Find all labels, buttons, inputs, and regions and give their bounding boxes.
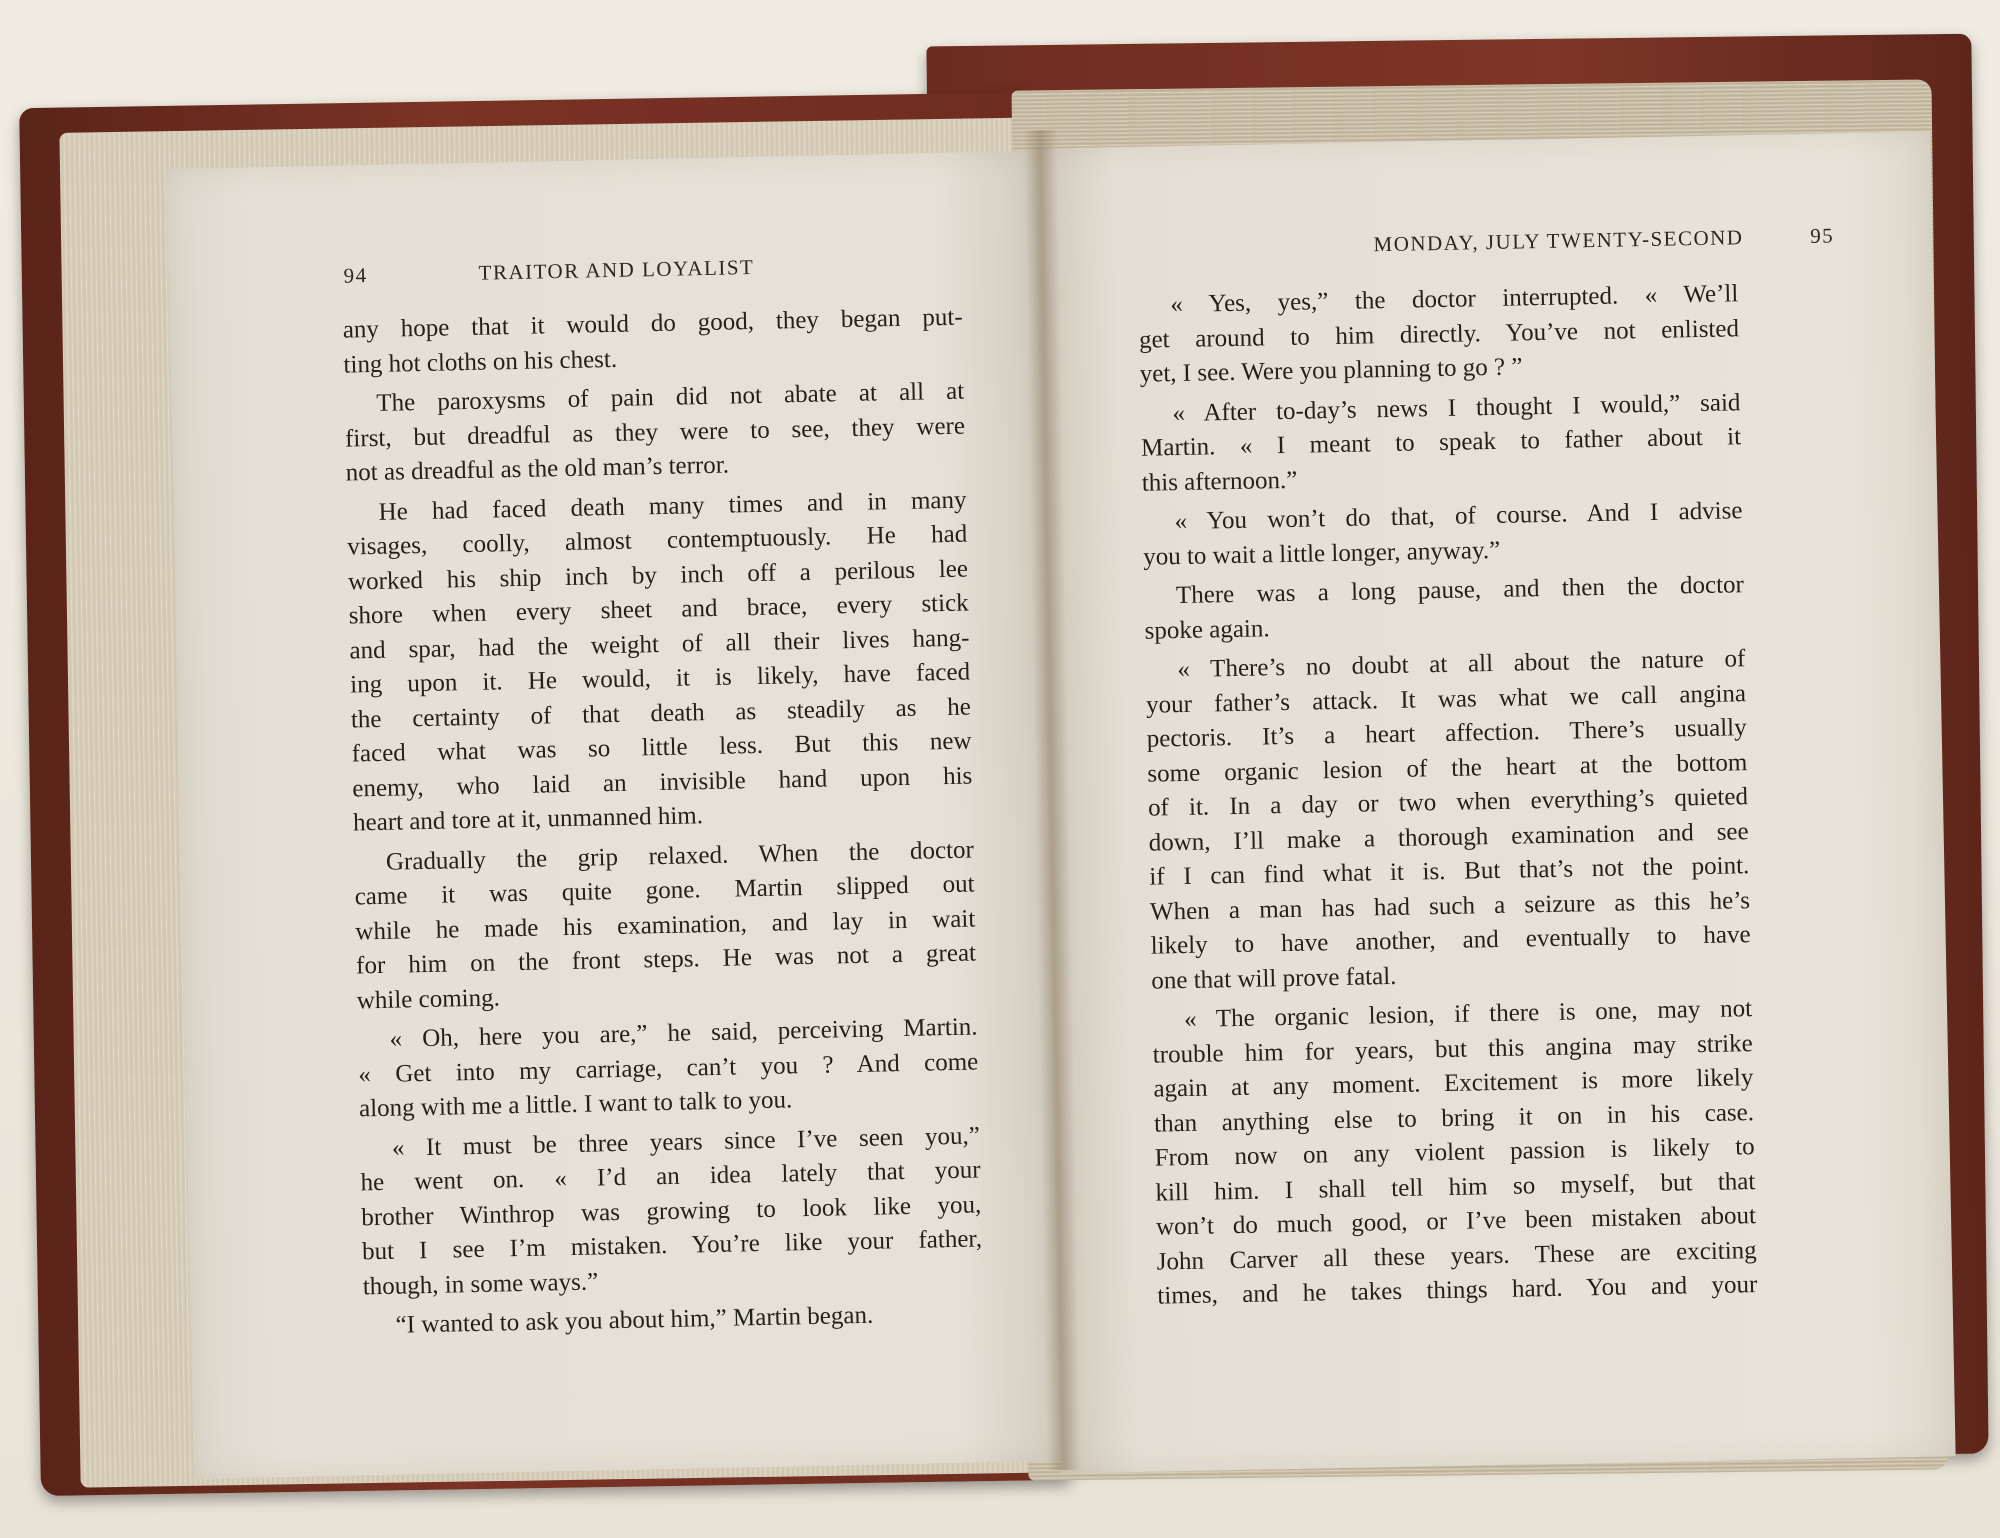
text-line: Martin. « I meant to speak to father about it bbox=[1140, 423, 1742, 462]
text-line: The paroxysms of pain did not abate at all at bbox=[376, 377, 965, 417]
text-line: heart and tore at it, unmanned him. bbox=[352, 802, 704, 837]
text-line: he went on. « I’d an idea lately that your bbox=[360, 1156, 981, 1197]
text-line: From now on any violent passion is likely to bbox=[1154, 1133, 1755, 1172]
text-line: while coming. bbox=[356, 983, 501, 1014]
text-line: while he made his examination, and lay in wait bbox=[355, 904, 976, 945]
right-page bbox=[1035, 132, 1955, 1474]
page-number: 95 bbox=[1809, 223, 1835, 248]
text-line: yet, I see. Were you planning to go ? ” bbox=[1139, 353, 1523, 388]
text-line: Gradually the grip relaxed. When the doctor bbox=[385, 835, 975, 876]
right-running-head bbox=[1037, 222, 1932, 264]
left-page bbox=[166, 151, 1063, 1479]
running-title: MONDAY, JULY TWENTY-SECOND bbox=[1373, 225, 1744, 257]
text-line: brother Winthrop was growing to look like you, bbox=[361, 1190, 982, 1231]
text-line: He had faced death many times and in many bbox=[378, 486, 967, 526]
text-line: times, and he takes things hard. You and your bbox=[1157, 1271, 1758, 1310]
text-line: worked his ship inch by inch off a perilous lee bbox=[347, 555, 969, 596]
text-line: John Carver all these years. These are exciting bbox=[1156, 1236, 1757, 1276]
text-line: pectoris. It’s a heart affection. There’s usually bbox=[1146, 714, 1747, 753]
text-line: than anything else to bring it on in his case. bbox=[1153, 1098, 1755, 1138]
running-title: TRAITOR AND LOYALIST bbox=[478, 254, 755, 285]
text-line: « You won’t do that, of course. And I advise bbox=[1174, 497, 1743, 536]
text-line: some organic lesion of the heart at the bottom bbox=[1147, 748, 1748, 788]
text-line: spoke again. bbox=[1144, 614, 1270, 645]
text-line: if I can find what it is. But that’s not the point. bbox=[1149, 852, 1750, 891]
text-line: along with me a little. I want to talk to you. bbox=[358, 1086, 793, 1123]
left-page-text bbox=[342, 301, 983, 1344]
text-line: enemy, who laid an invisible hand upon his bbox=[352, 762, 973, 802]
text-line: of it. In a day or two when everything’s quieted bbox=[1147, 783, 1749, 822]
text-line: « Yes, yes,” the doctor interrupted. « We’ll bbox=[1170, 280, 1739, 319]
text-line: ing upon it. He would, it is likely, have faced bbox=[349, 658, 971, 699]
text-line: faced what was so little less. But this new bbox=[351, 727, 972, 768]
text-line: came it was quite gone. Martin slipped out bbox=[354, 870, 975, 911]
text-line: trouble him for years, but this angina may strike bbox=[1152, 1029, 1753, 1069]
text-line: for him on the front steps. He was not a great bbox=[355, 939, 977, 980]
text-line: one that will prove fatal. bbox=[1151, 962, 1397, 995]
text-line: « Get into my carriage, can’t you ? And come bbox=[358, 1047, 979, 1088]
text-line: When a man has had such a seizure as this he’s bbox=[1149, 886, 1751, 926]
text-line: and spar, had the weight of all their lives hang- bbox=[349, 624, 970, 665]
text-line: There was a long pause, and then the doctor bbox=[1175, 571, 1745, 610]
text-line: kill him. I shall tell him so myself, but that bbox=[1155, 1167, 1756, 1207]
text-line: « After to-day’s news I thought I would,” said bbox=[1172, 388, 1741, 427]
text-line: first, but dreadful as they were to see, they were bbox=[344, 412, 966, 453]
text-line: shore when every sheet and brace, every stick bbox=[348, 589, 969, 630]
text-line: ting hot cloths on his chest. bbox=[343, 345, 618, 379]
text-line: not as dreadful as the old man’s terror. bbox=[345, 451, 730, 487]
text-line: your father’s attack. It was what we call angina bbox=[1145, 679, 1747, 719]
text-line: « There’s no doubt at all about the nature of bbox=[1177, 645, 1746, 684]
text-line: likely to have another, and eventually to have bbox=[1150, 921, 1751, 960]
right-page-text bbox=[1138, 277, 1758, 1314]
page-number: 94 bbox=[343, 263, 368, 288]
text-line: again at any moment. Excitement is more likely bbox=[1153, 1064, 1754, 1103]
text-line: « The organic lesion, if there is one, may not bbox=[1183, 995, 1753, 1034]
text-line: “I wanted to ask you about him,” Martin began. bbox=[395, 1301, 874, 1339]
text-line: this afternoon.” bbox=[1141, 466, 1298, 497]
text-line: down, I’ll make a thorough examination and see bbox=[1148, 817, 1749, 857]
text-line: any hope that it would do good, they began put- bbox=[342, 303, 963, 344]
text-line: you to wait a little longer, anyway.” bbox=[1142, 536, 1501, 571]
text-line: the certainty of that death as steadily as he bbox=[350, 693, 972, 734]
text-line: though, in some ways.” bbox=[362, 1267, 599, 1300]
text-line: get around to him directly. You’ve not enlisted bbox=[1138, 314, 1740, 354]
text-line: but I see I’m mistaken. You’re like your father, bbox=[361, 1225, 983, 1266]
text-line: « Oh, here you are,” he said, perceiving Martin. bbox=[389, 1013, 978, 1053]
text-line: visages, coolly, almost contemptuously. He had bbox=[347, 520, 968, 561]
text-line: « It must be three years since I’ve seen you,” bbox=[391, 1121, 981, 1162]
text-line: won’t do much good, or I’ve been mistaken about bbox=[1155, 1202, 1757, 1241]
left-running-head bbox=[168, 249, 1038, 288]
